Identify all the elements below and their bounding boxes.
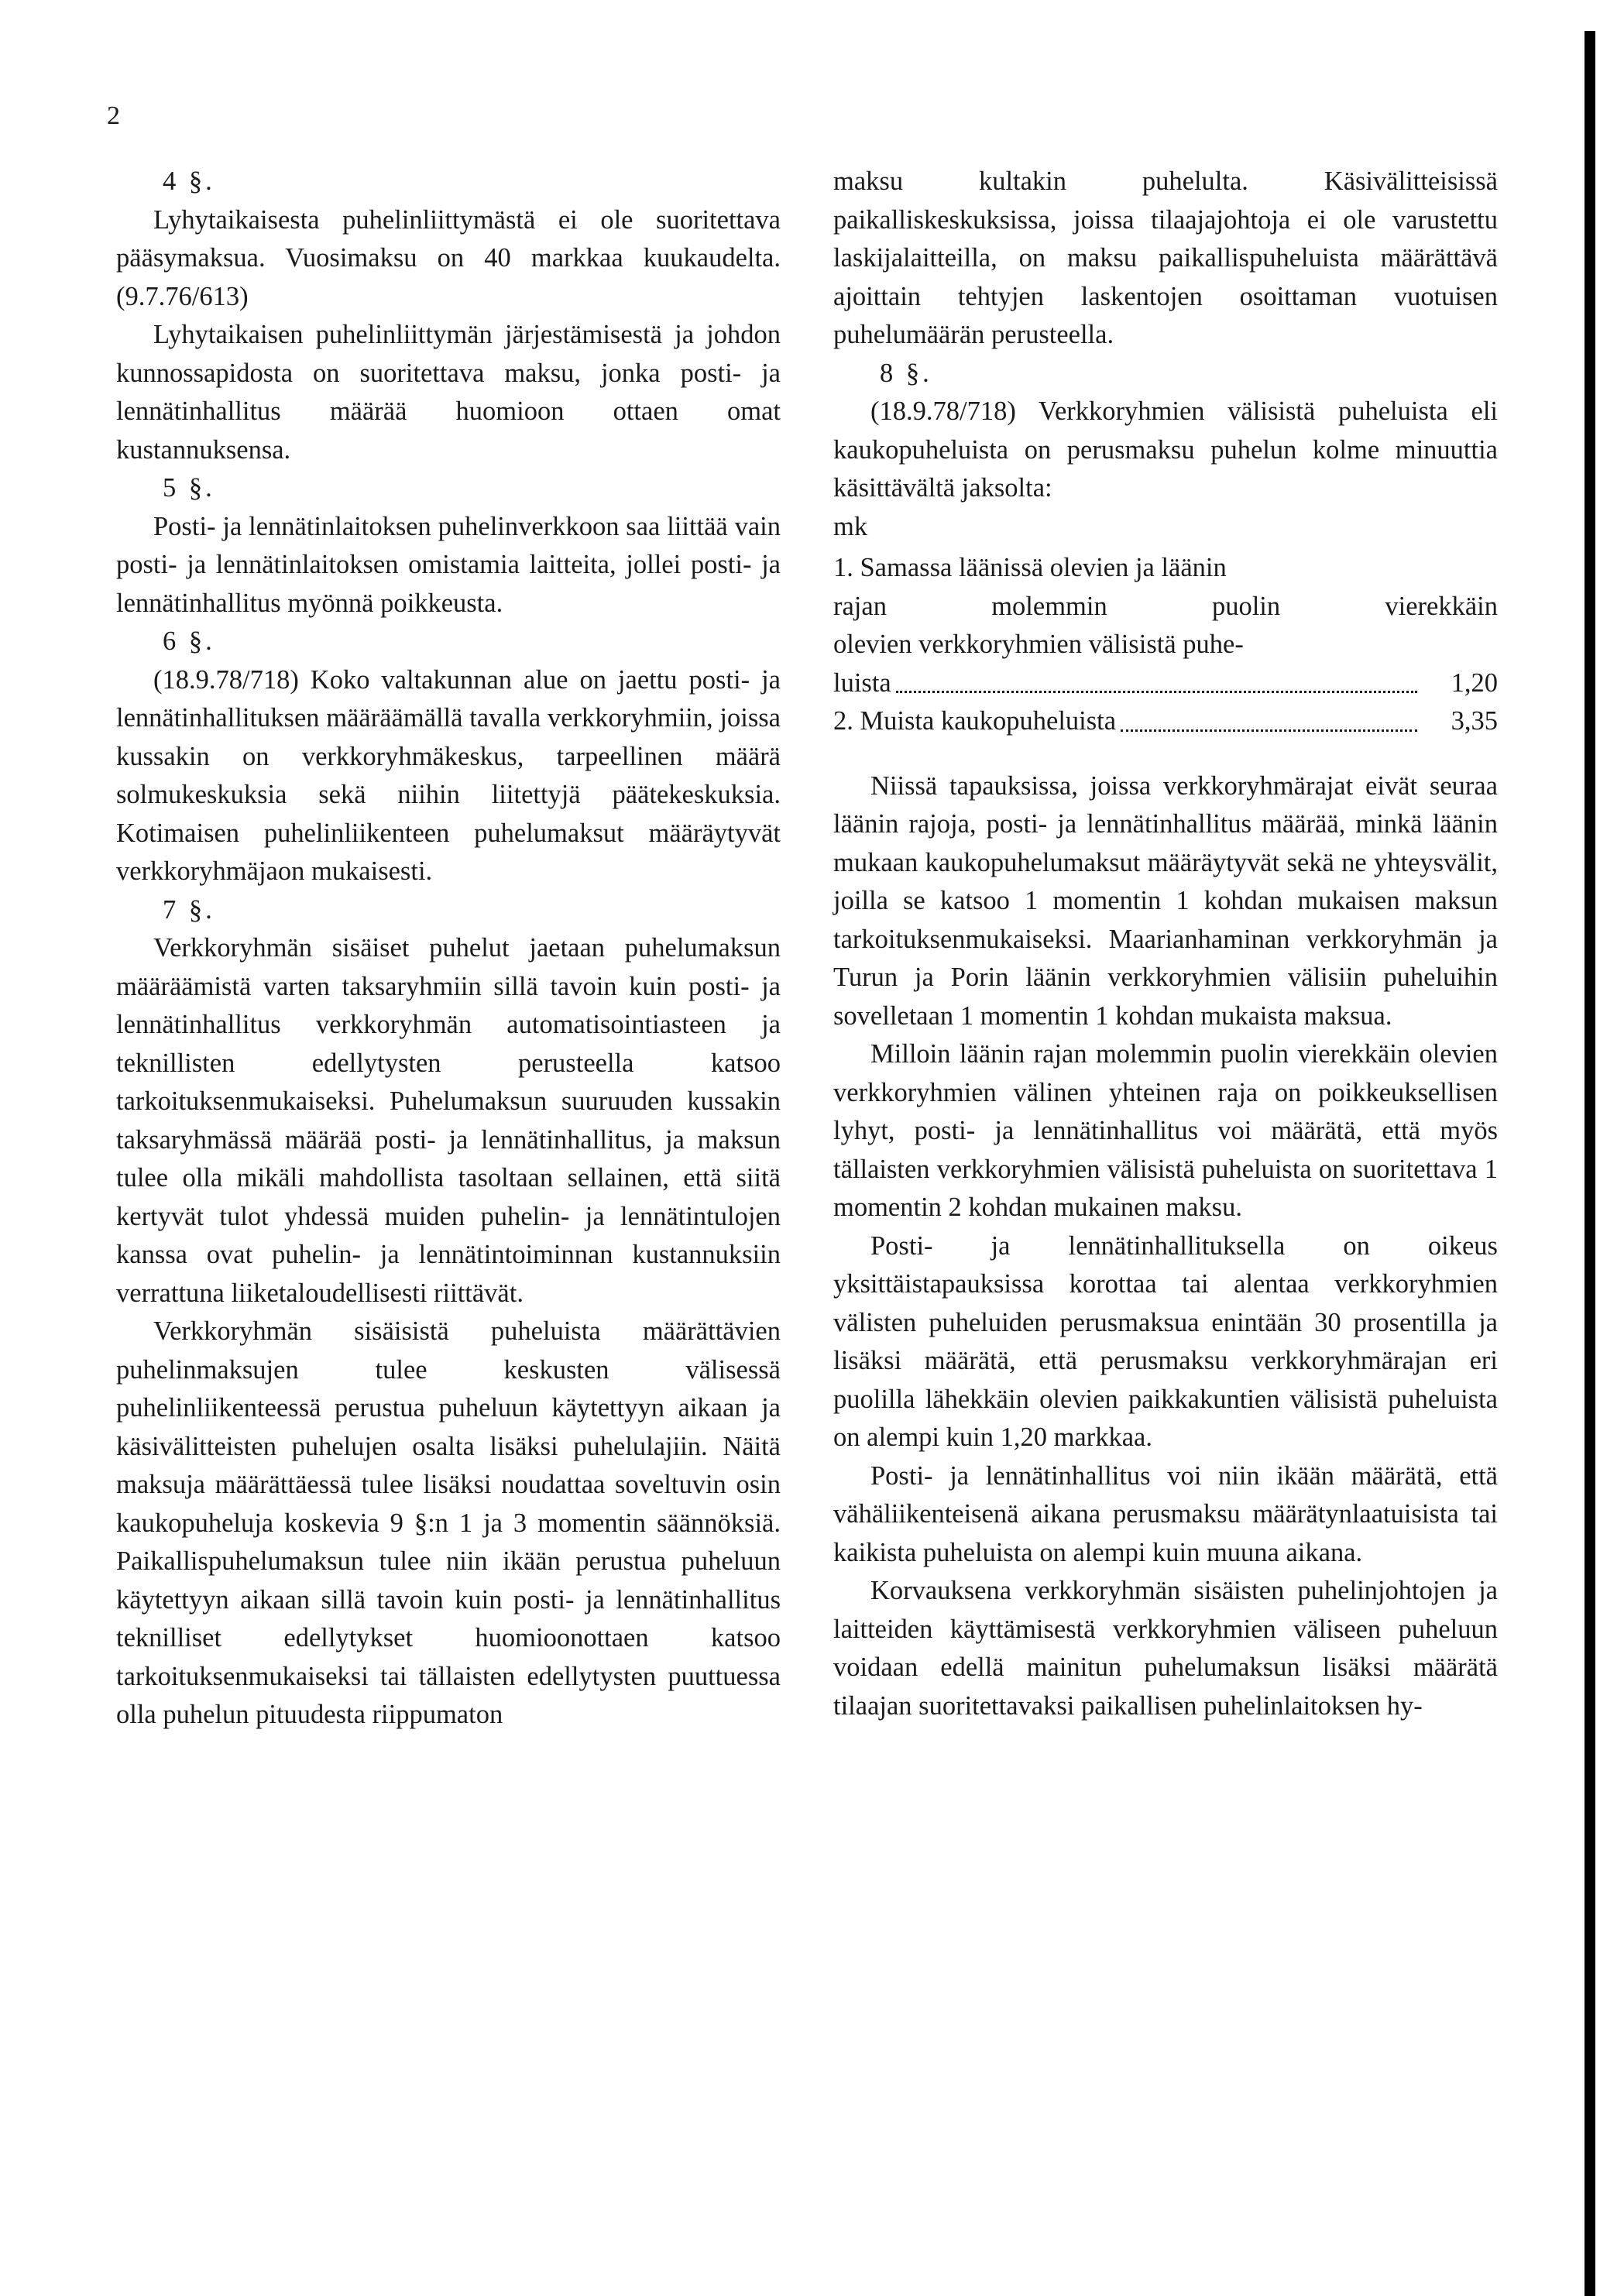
- section-7-continuation: maksu kultakin puhelulta. Käsivälitteisissä paikalliskeskuksissa, joissa tilaajajohtoja ei ole varustettu laskijalaitteilla, on maksu paikallispuheluista määrättävä ajoittain tehtyjen laskentojen osoittaman vuotuisen puhelumäärän perusteella.: [833, 166, 1498, 349]
- section-5-paragraph-1: Posti- ja lennätinlaitoksen puhelinverkkoon saa liittää vain posti- ja lennätinlaitoksen omistamia laitteita, jollei posti- ja lennätinhallitus myönnä poikkeusta.: [116, 511, 781, 618]
- fee-item-2-label: 2. Muista kaukopuheluista: [833, 706, 1117, 736]
- section-8-paragraph-1: Niissä tapauksissa, joissa verkkoryhmärajat eivät seuraa läänin rajoja, posti- ja lennätinhallitus määrää, minkä läänin mukaan kaukopuhelumaksut määräytyvät sekä ne yhteysvälit, joilla se katsoo 1 momentin 1 kohdan mukaisen maksun tarkoituksenmukaiseksi. Maarianhaminan verkkoryhmän ja Turun ja Porin läänin verkkoryhmien välisiin puheluihin sovelletaan 1 momentin 1 kohdan mukaista maksua.: [833, 770, 1498, 1031]
- section-7-heading: 7 §.: [163, 894, 215, 925]
- section-8-heading: 8 §.: [880, 358, 932, 388]
- section-6-heading: 6 §.: [163, 626, 215, 656]
- fee-item-2-row: [833, 702, 1498, 741]
- section-4-heading: 4 §.: [163, 166, 215, 196]
- fee-item-1-row: [833, 664, 1498, 703]
- section-8-intro: (18.9.78/718) Verkkoryhmien välisistä puheluista eli kaukopuheluista on perusmaksu puhelun kolme minuuttia käsittävältä jaksolta:: [833, 396, 1498, 503]
- section-4-paragraph-1: Lyhytaikaisesta puhelinliittymästä ei ole suoritettava pääsymaksua. Vuosimaksu on 40 markkaa kuukaudelta. (9.7.76/613): [116, 204, 781, 311]
- dot-leader: [896, 691, 1417, 693]
- section-7-paragraph-2: Verkkoryhmän sisäisistä puheluista määrättävien puhelinmaksujen tulee keskusten välisessä puhelinliikenteessä perustua puheluun käytettyyn aikaan ja käsivälitteisten puhelujen osalta lisäksi puhelulajiin. Näitä maksuja määrättäessä tulee lisäksi noudattaa soveltuvin osin kaukopuheluja koskevia 9 §:n 1 ja 3 momentin säännöksiä. Paikallispuhelumaksun tulee niin ikään perustua puheluun käytettyyn aikaan sillä tavoin kuin posti- ja lennätinhallitus teknilliset edellytykset huomioonottaen katsoo tarkoituksenmukaiseksi tai tällaisten edellytysten puuttuessa olla puhelun pituudesta riippumaton: [116, 1316, 781, 1729]
- section-5-heading: 5 §.: [163, 473, 215, 503]
- section-8-paragraph-4: Posti- ja lennätinhallitus voi niin ikään määrätä, että vähäliikenteisenä aikana perusmaksu määrätynlaatuisista tai kaikista puheluista on alempi kuin muuna aikana.: [833, 1460, 1498, 1567]
- fee-list: [833, 549, 1498, 741]
- fee-unit-label: mk: [833, 511, 868, 541]
- fee-item-1: [833, 549, 1498, 702]
- fee-item-1-value: 1,20: [1451, 668, 1498, 698]
- fee-item-2: [833, 702, 1498, 741]
- fee-item-1-line-3: olevien verkkoryhmien välisistä puhe-: [833, 630, 1244, 659]
- section-8-paragraph-3: Posti- ja lennätinhallituksella on oikeus yksittäistapauksissa korottaa tai alentaa verkkoryhmien välisten puheluiden perusmaksua enintään 30 prosentilla ja lisäksi määrätä, että perusmaksu verkkoryhmärajan eri puolilla lähekkäin olevien paikkakuntien välisistä puheluista on alempi kuin 1,20 markkaa.: [833, 1230, 1498, 1452]
- section-7-paragraph-1: Verkkoryhmän sisäiset puhelut jaetaan puhelumaksun määräämistä varten taksaryhmiin sillä tavoin kuin posti- ja lennätinhallitus verkkoryhmän automatisointiasteen ja teknillisten edellytysten perusteella katsoo tarkoituksenmukaiseksi. Puhelumaksun suuruuden kussakin taksaryhmässä määrää posti- ja lennätinhallitus, ja maksun tulee olla mikäli mahdollista tasoltaan sellainen, että siitä kertyvät tulot yhdessä muiden puhelin- ja lennätintulojen kanssa ovat puhelin- ja lennätintoiminnan kustannuksiin verrattuna liiketaloudellisesti riittävät.: [116, 933, 781, 1308]
- fee-item-1-line-1: 1. Samassa läänissä olevien ja läänin: [833, 553, 1227, 582]
- page-number: 2: [107, 101, 120, 130]
- fee-item-1-label: luista: [833, 668, 891, 698]
- scan-edge-bar: [1585, 31, 1595, 2296]
- section-8-paragraph-2: Milloin läänin rajan molemmin puolin vierekkäin olevien verkkoryhmien välinen yhteinen raja on poikkeuksellisen lyhyt, posti- ja lennätinhallitus voi määrätä, että myös tällaisten verkkoryhmien välisistä puheluista on suoritettava 1 momentin 2 kohdan mukainen maksu.: [833, 1039, 1498, 1222]
- fee-item-2-value: 3,35: [1451, 706, 1498, 736]
- dot-leader: [1121, 729, 1417, 732]
- fee-item-1-line-2: rajan molemmin puolin vierekkäin: [833, 591, 1498, 621]
- section-6-paragraph-1: (18.9.78/718) Koko valtakunnan alue on jaettu posti- ja lennätinhallituksen määräämällä tavalla verkkoryhmiin, joissa kussakin on verkkoryhmäkeskus, tarpeellinen määrä solmukeskuksia sekä niihin liitettyjä päätekeskuksia. Kotimaisen puhelinliikenteen puhelumaksut määräytyvät verkkoryhmäjaon mukaisesti.: [116, 664, 781, 886]
- section-8-paragraph-5: Korvauksena verkkoryhmän sisäisten puhelinjohtojen ja laitteiden käyttämisestä verkkoryhmien väliseen puheluun voidaan edellä mainitun puhelumaksun lisäksi määrätä tilaajan suoritettavaksi paikallisen puhelinlaitoksen hy-: [833, 1576, 1498, 1721]
- left-column: [116, 163, 781, 1735]
- section-4-paragraph-2: Lyhytaikaisen puhelinliittymän järjestämisestä ja johdon kunnossapidosta on suoritettava maksu, jonka posti- ja lennätinhallitus määrää huomioon ottaen omat kustannuksensa.: [116, 320, 781, 465]
- right-column: [833, 163, 1498, 1725]
